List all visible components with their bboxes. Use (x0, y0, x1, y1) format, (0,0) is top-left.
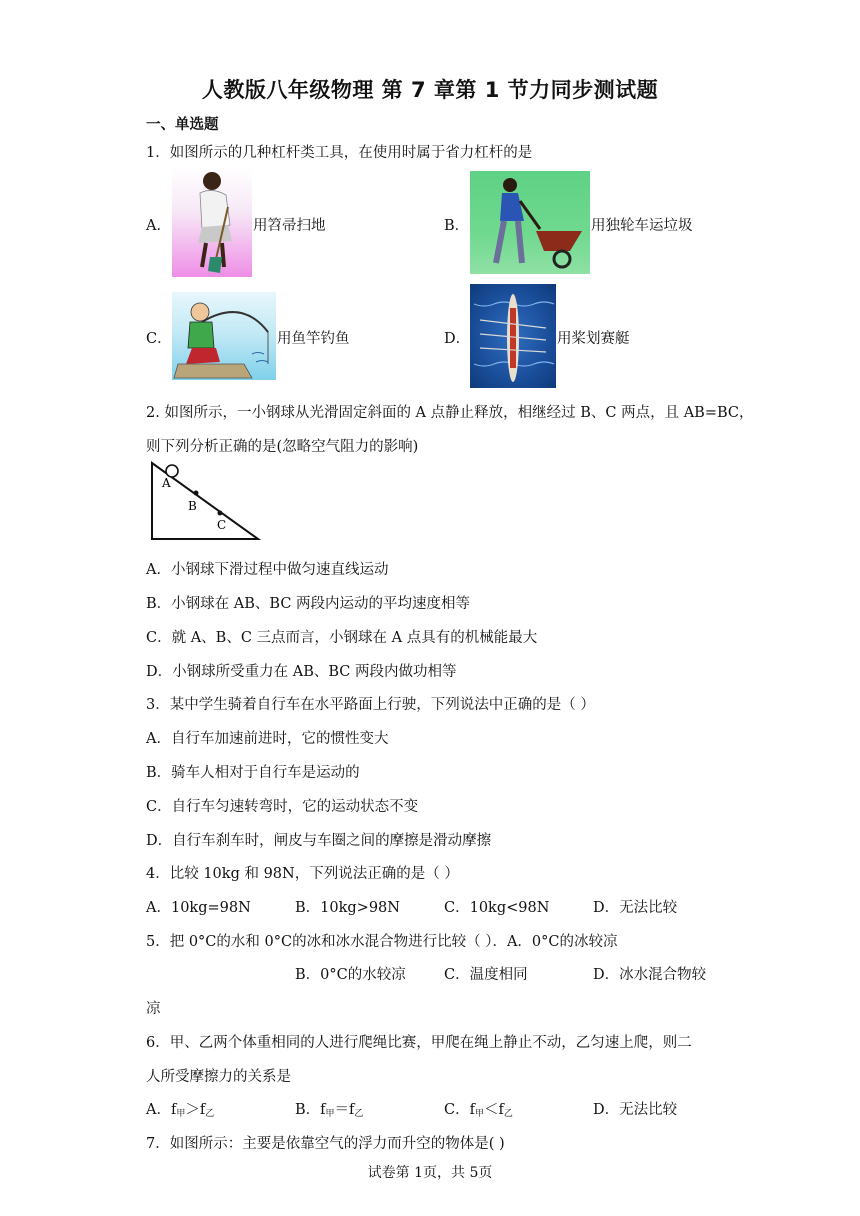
q1-option-a-text: 用笤帚扫地 (253, 218, 326, 234)
q6-option-c: C．$f_甲<f_乙$ (444, 1102, 513, 1119)
q5-stem: 5．把 0°C的水和 0°C的冰和冰水混合物进行比较（ ）．A．0°C的冰较凉 (146, 934, 618, 950)
q6-stem-line1: 6．甲、乙两个体重相同的人进行爬绳比赛，甲爬在绳上静止不动，乙匀速上爬，则二 (146, 1035, 692, 1051)
section-heading: 一、单选题 (146, 117, 219, 133)
q4-option-b: B．10kg>98N (295, 900, 400, 916)
point-a-label: A (162, 476, 171, 490)
q3-stem: 3．某中学生骑着自行车在水平路面上行驶，下列说法中正确的是（ ） (146, 697, 595, 713)
q6-option-d: D．无法比较 (593, 1102, 678, 1118)
q4-stem: 4．比较 10kg 和 98N，下列说法正确的是（ ） (146, 866, 459, 882)
q6-option-b: B．$f_甲=f_乙$ (295, 1102, 364, 1119)
q4-option-a: A．10kg=98N (146, 900, 251, 916)
q1-option-c-label: C． (146, 331, 172, 347)
point-c-dot (218, 511, 223, 516)
q1-option-d-label: D． (444, 331, 471, 347)
q5-option-b: B．0°C的水较凉 (295, 967, 406, 983)
q5-option-d-continued: 凉 (146, 1001, 161, 1017)
point-b-label: B (188, 499, 197, 513)
q5-option-d: D．冰水混合物较 (593, 967, 707, 983)
point-b-dot (194, 491, 199, 496)
q1-option-c-text: 用鱼竿钓鱼 (277, 331, 350, 347)
fishing-image (172, 292, 276, 380)
sweeping-image (172, 167, 252, 277)
q1-option-d-text: 用桨划赛艇 (557, 331, 630, 347)
q2-stem-line1: 2. 如图所示，一小钢球从光滑固定斜面的 A 点静止释放，相继经过 B、C 两点，且 AB=BC， (146, 405, 754, 421)
q2-option-a: A．小钢球下滑过程中做匀速直线运动 (146, 562, 389, 578)
q3-option-b: B．骑车人相对于自行车是运动的 (146, 765, 360, 781)
q2-stem-line2: 则下列分析正确的是(忽略空气阻力的影响) (146, 439, 419, 455)
q4-option-c: C．10kg<98N (444, 900, 550, 916)
q4-option-d: D．无法比较 (593, 900, 678, 916)
page-title: 人教版八年级物理 第 7 章第 1 节力同步测试题 (201, 78, 659, 102)
q6-stem-line2: 人所受摩擦力的关系是 (146, 1069, 291, 1085)
point-c-label: C (217, 518, 227, 532)
incline-diagram (146, 461, 262, 543)
q3-option-c: C．自行车匀速转弯时，它的运动状态不变 (146, 799, 419, 815)
q2-option-b: B．小钢球在 AB、BC 两段内运动的平均速度相等 (146, 596, 471, 612)
rowing-image (470, 284, 556, 388)
q6-option-a: A．$f_甲>f_乙$ (146, 1102, 215, 1119)
q1-stem: 1．如图所示的几种杠杆类工具，在使用时属于省力杠杆的是 (146, 145, 533, 161)
q3-option-a: A．自行车加速前进时，它的惯性变大 (146, 731, 389, 747)
q5-option-c: C．温度相同 (444, 967, 528, 983)
q7-stem: 7．如图所示：主要是依靠空气的浮力而升空的物体是( ) (146, 1136, 505, 1152)
page-footer: 试卷第 1页，共 5页 (367, 1165, 493, 1181)
q2-option-c: C．就 A、B、C 三点而言，小钢球在 A 点具有的机械能最大 (146, 630, 538, 646)
wheelbarrow-image (470, 171, 590, 274)
q2-option-d: D．小钢球所受重力在 AB、BC 两段内做功相等 (146, 664, 457, 680)
q3-option-d: D．自行车刹车时，闸皮与车圈之间的摩擦是滑动摩擦 (146, 833, 492, 849)
q1-option-a-label: A． (146, 218, 171, 234)
q1-option-b-text: 用独轮车运垃圾 (591, 218, 693, 234)
q1-option-b-label: B． (444, 218, 470, 234)
